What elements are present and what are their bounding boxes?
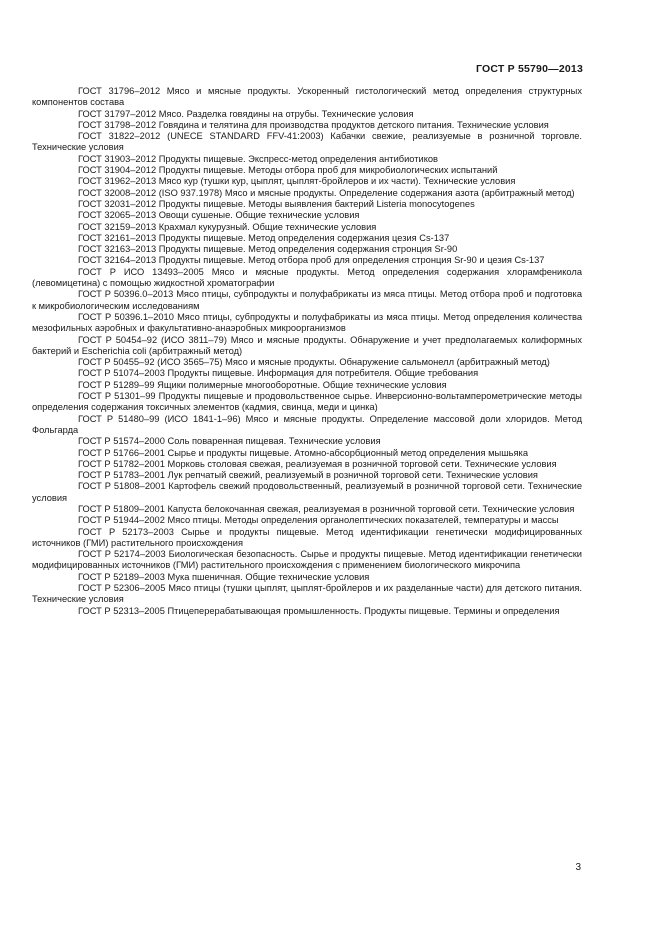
reference-item: ГОСТ 31904–2012 Продукты пищевые. Методы отбора проб для микробиологических испытаний — [78, 165, 498, 176]
reference-item: ГОСТ Р 51766–2001 Сырье и продукты пищевые. Атомно-абсорбционный метод определения мышьяка — [78, 447, 528, 458]
reference-item: ГОСТ 31796–2012 Мясо и мясные продукты. Ускоренный гистологический метод определения структурных компонентов состава — [32, 86, 582, 108]
normative-references-list — [32, 86, 582, 617]
reference-item: ГОСТ Р 50396.1–2010 Мясо птицы, субпродукты и полуфабрикаты из мяса птицы. Метод определения количества мезофильных аэробных и факультативно-анаэробных микроорганизмов — [32, 311, 582, 334]
reference-item: ГОСТ Р 51480–99 (ИСО 1841-1–96) Мясо и мясные продукты. Определение массовой доли хлоридов. Метод Фольгарда — [32, 413, 582, 435]
reference-item: ГОСТ Р 50396.0–2013 Мясо птицы, субпродукты и полуфабрикаты из мяса птицы. Метод отбора проб и подготовка к микробиологическим исследованиям — [32, 289, 582, 311]
reference-item: ГОСТ Р 51808–2001 Картофель свежий продовольственный, реализуемый в розничной торговой сети. Технические условия — [32, 481, 582, 503]
reference-item: ГОСТ Р 51944–2002 Мясо птицы. Методы определения органолептических показателей, температуры и массы — [78, 515, 559, 526]
document-code: ГОСТ Р 55790—2013 — [475, 63, 583, 75]
reference-item: ГОСТ 31797–2012 Мясо. Разделка говядины на отрубы. Технические условия — [78, 108, 414, 119]
reference-item: ГОСТ Р 52173–2003 Сырье и продукты пищевые. Метод идентификации генетически модифицированных источников (ГМИ) растительного происхождения — [32, 526, 582, 548]
reference-item: ГОСТ 32031–2012 Продукты пищевые. Методы выявления бактерий Listeria monocytogenes — [78, 198, 475, 209]
reference-item: ГОСТ Р 51074–2003 Продукты пищевые. Информация для потребителя. Общие требования — [78, 368, 479, 379]
reference-item: ГОСТ Р 51574–2000 Соль поваренная пищевая. Технические условия — [78, 436, 381, 447]
reference-item: ГОСТ 31798–2012 Говядина и телятина для производства продуктов детского питания. Технические условия — [78, 119, 549, 130]
reference-item: ГОСТ 32008–2012 (ISO 937.1978) Мясо и мясные продукты. Определение содержания азота (арбитражный метод) — [78, 187, 575, 198]
reference-item: ГОСТ Р 51301–99 Продукты пищевые и продовольственное сырье. Инверсионно-вольтамперометрические методы определения содержания токсичных элементов (кадмия, свинца, меди и цинка) — [32, 391, 582, 413]
reference-item: ГОСТ Р 50455–92 (ИСО 3565–75) Мясо и мясные продукты. Обнаружение сальмонелл (арбитражный метод) — [78, 357, 550, 368]
reference-item: ГОСТ 31903–2012 Продукты пищевые. Экспресс-метод определения антибиотиков — [78, 153, 438, 164]
reference-item: ГОСТ 32161–2013 Продукты пищевые. Метод определения содержания цезия Cs-137 — [78, 232, 450, 243]
reference-item: ГОСТ Р 51782–2001 Морковь столовая свежая, реализуемая в розничной торговой сети. Технические условия — [78, 458, 557, 469]
reference-item: ГОСТ 31822–2012 (UNECE STANDARD FFV-41:2003) Кабачки свежие, реализуемые в розничной торговле. Технические условия — [32, 131, 582, 153]
reference-item: ГОСТ 32163–2013 Продукты пищевые. Метод определения содержания стронция Sr-90 — [78, 244, 458, 255]
reference-item: ГОСТ 31962–2013 Мясо кур (тушки кур, цыплят, цыплят-бройлеров и их части). Технические условия — [78, 176, 516, 187]
reference-item: ГОСТ Р ИСО 13493–2005 Мясо и мясные продукты. Метод определения содержания хлорамфеникола (левомицетина) с помощью жидкостной хроматографии — [32, 266, 582, 289]
reference-item: ГОСТ Р 52306–2005 Мясо птицы (тушки цыплят, цыплят-бройлеров и их разделанные части) для детского питания. Технические условия — [32, 583, 582, 605]
reference-item: ГОСТ Р 52313–2005 Птицеперерабатывающая промышленность. Продукты пищевые. Термины и определения — [78, 605, 560, 616]
reference-item: ГОСТ Р 50454–92 (ИСО 3811–79) Мясо и мясные продукты. Обнаружение и учет предполагаемых колиформных бактерий и Escherichia coli (арбитражный метод) — [32, 334, 582, 356]
reference-item: ГОСТ 32164–2013 Продукты пищевые. Метод отбора проб для определения стронция Sr-90 и цезия Cs-137 — [78, 255, 545, 266]
reference-item: ГОСТ 32159–2013 Крахмал кукурузный. Общие технические условия — [78, 221, 377, 232]
reference-item: ГОСТ Р 52174–2003 Биологическая безопасность. Сырье и продукты пищевые. Метод идентификации генетически модифицированных источников (ГМИ) растительного происхождения с применением биологического микрочипа — [32, 549, 582, 571]
reference-item: ГОСТ 32065–2013 Овощи сушеные. Общие технические условия — [78, 210, 360, 221]
reference-item: ГОСТ Р 52189–2003 Мука пшеничная. Общие технические условия — [78, 571, 370, 582]
reference-item: ГОСТ Р 51809–2001 Капуста белокочанная свежая, реализуемая в розничной торговой сети. Технические условия — [78, 503, 575, 514]
reference-item: ГОСТ Р 51289–99 Ящики полимерные многооборотные. Общие технические условия — [78, 379, 447, 390]
page-number: 3 — [575, 862, 581, 873]
reference-item: ГОСТ Р 51783–2001 Лук репчатый свежий, реализуемый в розничной торговой сети. Технические условия — [78, 470, 538, 481]
